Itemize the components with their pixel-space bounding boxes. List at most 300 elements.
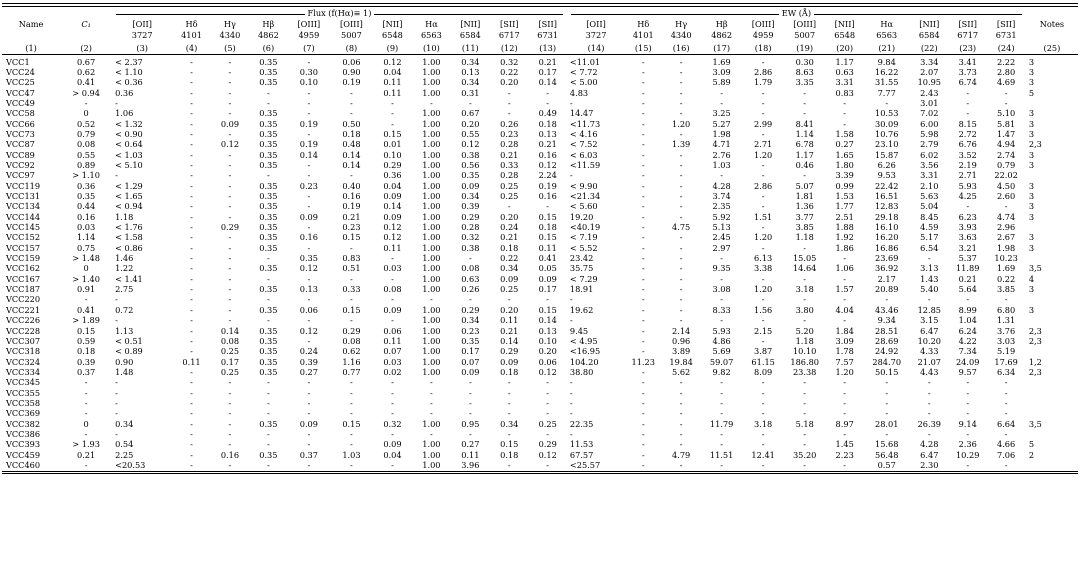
table-cell: - — [228, 439, 232, 450]
table-cell: 0.12 — [538, 366, 557, 377]
table-cell: - — [679, 211, 683, 222]
table-cell: 0.11 — [383, 242, 402, 253]
header-line-name: [OIII] — [793, 19, 817, 30]
table-cell: 0.08 — [342, 335, 361, 346]
table-cell: 3.03 — [997, 335, 1016, 346]
table-cell: - — [468, 387, 472, 398]
table-cell: 3 — [1028, 149, 1035, 160]
table-cell: 0.35 — [259, 449, 278, 460]
table-cell: > 1.48 — [72, 253, 100, 264]
table-cell: 0.51 — [342, 263, 361, 274]
table-cell: 0.09 — [383, 439, 402, 450]
table-cell: - — [679, 294, 683, 305]
galaxy-name: VCC152 — [6, 232, 41, 243]
header-line-name: Hγ — [223, 19, 236, 30]
table-cell: 0.11 — [461, 449, 480, 460]
table-cell: 59.07 — [709, 356, 734, 367]
table-cell: 1.20 — [672, 118, 691, 129]
table-cell: 0.04 — [383, 449, 402, 460]
table-cell: - — [679, 242, 683, 253]
table-cell: - — [507, 87, 511, 98]
table-cell: 3,5 — [1028, 263, 1042, 274]
table-cell: 24.92 — [874, 346, 899, 357]
bottom-rule-2 — [2, 472, 1078, 474]
header-line-name: [OII] — [132, 19, 152, 30]
table-cell: > 1.89 — [72, 315, 100, 326]
table-cell: 0.09 — [461, 180, 480, 191]
table-cell: 3 — [1028, 284, 1035, 295]
table-cell: < 1.03 — [115, 149, 143, 160]
table-cell: > 1.93 — [72, 439, 100, 450]
table-cell: - — [228, 149, 232, 160]
table-cell: - — [228, 273, 232, 284]
table-cell: 3.38 — [754, 263, 773, 274]
table-cell: 8.09 — [754, 366, 773, 377]
table-cell: - — [507, 387, 511, 398]
table-cell: 0.16 — [538, 191, 557, 202]
table-cell: 0.35 — [461, 170, 480, 181]
table-cell: - — [190, 273, 193, 284]
table-cell: 1.98 — [997, 242, 1016, 253]
header-line-name: Hδ — [637, 19, 650, 30]
table-cell: 6.47 — [920, 449, 939, 460]
header-line-name: Hγ — [675, 19, 688, 30]
table-cell: 0.34 — [500, 418, 519, 429]
table-cell: 2.14 — [672, 325, 691, 336]
table-cell: 3.77 — [795, 211, 814, 222]
table-cell: - — [228, 108, 232, 119]
table-cell: 8.33 — [712, 304, 731, 315]
header-wavelength: 4959 — [752, 29, 774, 40]
galaxy-name: VCC58 — [6, 108, 35, 119]
table-cell: - — [679, 56, 683, 67]
table-cell: 11.23 — [631, 356, 655, 367]
column-number: (12) — [500, 43, 518, 54]
table-cell: 1.18 — [795, 335, 814, 346]
table-cell: - — [641, 263, 645, 274]
table-cell: 1.04 — [958, 315, 977, 326]
table-cell: - — [679, 232, 683, 243]
table-cell: 5.37 — [958, 253, 977, 264]
table-cell: 0.77 — [342, 366, 361, 377]
table-row — [2, 181, 1078, 191]
table-cell: - — [761, 56, 765, 67]
table-cell: 0.18 — [77, 346, 96, 357]
table-cell: < 0.90 — [115, 128, 143, 139]
table-cell: 0.59 — [77, 335, 96, 346]
table-cell: 0.56 — [461, 160, 480, 170]
table-cell: - — [266, 428, 270, 439]
table-cell: 3,5 — [1028, 418, 1042, 429]
table-cell: 2.96 — [997, 222, 1016, 233]
table-cell: - — [803, 294, 807, 305]
table-row — [2, 57, 1078, 67]
table-cell: - — [927, 387, 931, 398]
table-cell: - — [641, 377, 645, 388]
table-cell: < 7.72 — [569, 66, 598, 77]
group-header-row — [2, 8, 1078, 19]
table-cell: 2.75 — [115, 284, 134, 295]
table-cell: 0.18 — [538, 118, 557, 129]
table-cell — [1026, 460, 1078, 470]
table-cell: <25.57 — [569, 459, 601, 470]
table-cell: - — [228, 77, 232, 88]
table-cell: 1.20 — [754, 284, 773, 295]
table-cell: 61.15 — [751, 356, 775, 367]
table-cell: 0.35 — [259, 304, 278, 315]
galaxy-name: VCC459 — [6, 449, 41, 460]
table-cell: 18.91 — [569, 284, 594, 295]
table-cell: - — [761, 108, 765, 119]
table-cell: 5.18 — [795, 418, 814, 429]
table-cell: 1.69 — [997, 263, 1016, 274]
table-cell: - — [679, 408, 683, 419]
header-wavelength: 5007 — [341, 29, 362, 40]
header-line-name: Hβ — [262, 19, 275, 30]
column-number: (18) — [754, 43, 772, 54]
table-cell: 1.20 — [835, 366, 854, 377]
table-cell: 7.57 — [835, 356, 854, 367]
table-cell: 0.32 — [461, 232, 480, 243]
table-cell: 1.00 — [422, 449, 441, 460]
table-cell: - — [307, 294, 311, 305]
table-cell: 9.82 — [712, 366, 731, 377]
table-cell: - — [761, 408, 765, 419]
table-cell: 3.34 — [920, 56, 939, 67]
table-cell: - — [843, 459, 847, 470]
table-cell: 1.00 — [422, 87, 441, 98]
header-line-name: [NII] — [919, 19, 940, 30]
table-cell: - — [761, 459, 765, 470]
galaxy-name: VCC187 — [6, 284, 41, 295]
table-cell: 1.00 — [422, 304, 441, 315]
table-cell: - — [190, 97, 193, 108]
table-row — [2, 108, 1078, 118]
table-row — [2, 191, 1078, 201]
table-cell: - — [266, 273, 270, 284]
table-cell: 1.14 — [795, 128, 814, 139]
table-cell: - — [966, 387, 970, 398]
table-cell: 9.45 — [569, 325, 589, 336]
table-cell: < 5.00 — [569, 77, 598, 88]
table-cell: 2.19 — [958, 160, 977, 170]
table-cell: 3.73 — [958, 66, 977, 77]
table-cell: 0.18 — [538, 222, 557, 233]
table-cell: 0.20 — [538, 346, 557, 357]
table-cell: 4 — [1028, 273, 1035, 284]
table-cell: 0.29 — [461, 304, 480, 315]
table-cell: - — [190, 418, 193, 429]
column-number: (4) — [185, 43, 198, 54]
table-cell: < 1.10 — [115, 66, 143, 77]
table-cell: - — [679, 253, 683, 264]
table-cell: - — [546, 87, 550, 98]
table-cell: 4.59 — [920, 222, 939, 233]
table-cell: 7.02 — [920, 108, 939, 119]
table-row — [2, 253, 1078, 263]
table-cell: 20.89 — [874, 284, 899, 295]
table-cell: 0.09 — [500, 273, 519, 284]
table-cell: - — [190, 87, 193, 98]
table-cell: 9.34 — [877, 315, 896, 326]
table-cell: 0.03 — [383, 356, 402, 367]
table-cell: 0.17 — [538, 66, 557, 77]
table-cell: - — [228, 211, 232, 222]
table-cell — [1026, 222, 1078, 232]
table-cell: 0.67 — [461, 108, 480, 119]
galaxy-name: VCC393 — [6, 439, 41, 450]
table-cell: - — [1004, 408, 1008, 419]
table-cell: 16.20 — [874, 232, 899, 243]
table-cell: 0.35 — [259, 201, 278, 212]
table-cell: 3.93 — [958, 222, 977, 233]
table-cell: 8.15 — [958, 118, 977, 129]
header-name: Name — [18, 19, 44, 30]
table-cell: - — [679, 263, 683, 274]
table-cell: - — [927, 408, 931, 419]
table-cell: 1.00 — [422, 459, 441, 470]
table-cell: - — [307, 377, 311, 388]
table-cell: - — [190, 66, 193, 77]
table-cell: 1.00 — [422, 66, 441, 77]
column-number: (11) — [461, 43, 479, 54]
table-cell: 4.79 — [672, 449, 691, 460]
table-cell: 24.09 — [955, 356, 980, 367]
table-cell: 1.00 — [422, 128, 441, 139]
table-cell: - — [803, 242, 807, 253]
table-cell: - — [115, 315, 118, 326]
table-row — [2, 356, 1078, 366]
table-cell: - — [641, 294, 645, 305]
table-cell: - — [761, 428, 765, 439]
table-cell: - — [190, 128, 193, 139]
table-cell: - — [679, 459, 683, 470]
table-cell: 0.23 — [299, 180, 318, 191]
table-cell: 16.51 — [874, 191, 899, 202]
header-wavelength: 6731 — [537, 29, 559, 40]
table-cell: > 1.10 — [72, 170, 100, 181]
table-cell: < 1.29 — [115, 180, 143, 191]
table-cell: 22.02 — [994, 170, 1018, 181]
table-cell: - — [546, 387, 550, 398]
table-cell: 0.11 — [500, 315, 519, 326]
table-cell: 9.35 — [712, 263, 731, 274]
table-cell: 3 — [1028, 56, 1035, 67]
table-cell: 1.88 — [835, 222, 854, 233]
table-cell: - — [228, 428, 232, 439]
table-cell: 0.28 — [461, 222, 480, 233]
table-cell: 0.16 — [220, 449, 240, 460]
table-cell: 6.26 — [877, 160, 896, 170]
table-cell: - — [1004, 377, 1008, 388]
table-cell: 10.29 — [955, 449, 980, 460]
table-cell: 0.32 — [383, 418, 402, 429]
table-cell: 1.56 — [754, 304, 773, 315]
table-cell: 0.31 — [461, 87, 480, 98]
table-cell: - — [1004, 397, 1008, 408]
table-cell: 0.15 — [342, 304, 361, 315]
table-cell: 9.57 — [958, 366, 977, 377]
table-cell: 0.95 — [461, 418, 480, 429]
table-cell: - — [720, 408, 724, 419]
table-cell: - — [641, 253, 645, 264]
table-cell: 5.04 — [920, 201, 939, 212]
table-cell: - — [307, 108, 311, 119]
table-cell: - — [190, 387, 193, 398]
table-cell: - — [1004, 428, 1008, 439]
table-cell: 0.23 — [342, 222, 361, 233]
table-row — [2, 88, 1078, 98]
table-cell: - — [190, 160, 193, 170]
table-cell: 2.71 — [754, 139, 773, 150]
table-cell: 0.35 — [259, 211, 278, 222]
table-cell: 9.84 — [877, 56, 896, 67]
table-cell: - — [679, 418, 683, 429]
table-cell: 56.48 — [874, 449, 899, 460]
table-cell: - — [190, 304, 193, 315]
table-cell: - — [641, 180, 645, 191]
table-cell: - — [468, 397, 472, 408]
table-cell: - — [190, 211, 193, 222]
table-cell: 2.86 — [754, 180, 773, 191]
table-cell: - — [803, 108, 807, 119]
table-cell: - — [569, 397, 573, 408]
galaxy-name: VCC145 — [6, 222, 41, 233]
table-cell: - — [307, 56, 311, 67]
table-cell: 0.29 — [220, 222, 240, 233]
table-cell: 4.43 — [920, 366, 939, 377]
table-cell: 0.35 — [259, 149, 278, 160]
header-line-name: Hα — [425, 19, 438, 30]
table-cell: 1.17 — [795, 149, 814, 160]
header-wavelength: 4340 — [219, 29, 241, 40]
table-cell: 10.20 — [917, 335, 942, 346]
table-cell: - — [468, 408, 472, 419]
table-cell: - — [679, 201, 683, 212]
table-cell: - — [679, 180, 683, 191]
table-cell: 5.40 — [920, 284, 939, 295]
table-cell: 0.25 — [220, 346, 240, 357]
table-cell: 3 — [1028, 232, 1035, 243]
table-cell: 10.23 — [994, 253, 1018, 264]
table-cell: 1.00 — [422, 108, 441, 119]
table-cell: 3.31 — [920, 170, 939, 181]
galaxy-name: VCC24 — [6, 66, 35, 77]
table-cell: - — [720, 273, 724, 284]
table-cell: 0.22 — [997, 273, 1016, 284]
table-row — [2, 77, 1078, 87]
table-cell: - — [641, 160, 645, 170]
table-cell: 0.27 — [299, 366, 318, 377]
table-cell: 3.15 — [920, 315, 939, 326]
table-cell: 2.71 — [958, 170, 977, 181]
table-cell: - — [641, 418, 645, 429]
table-cell: 2,3 — [1028, 139, 1042, 150]
table-cell: - — [350, 459, 353, 470]
table-cell: 0.62 — [77, 66, 96, 77]
table-cell: 0.17 — [461, 346, 480, 357]
galaxy-name: VCC318 — [6, 346, 41, 357]
table-cell: - — [391, 408, 394, 419]
table-cell: - — [84, 408, 88, 419]
table-cell: 0.35 — [259, 139, 278, 150]
table-cell: 1.00 — [422, 77, 441, 88]
table-cell: - — [1004, 459, 1008, 470]
table-cell: 0.14 — [220, 325, 240, 336]
table-cell: 0.18 — [500, 242, 519, 253]
header-line-name: [OIII] — [297, 19, 321, 30]
header-line-name: [NII] — [834, 19, 855, 30]
table-cell: 1.51 — [754, 211, 773, 222]
header-wavelength: 6548 — [834, 29, 856, 40]
table-cell: 1.00 — [422, 418, 441, 429]
table-cell: < 0.89 — [115, 346, 143, 357]
table-cell: 1.00 — [422, 273, 441, 284]
table-cell: 35.75 — [569, 263, 594, 274]
table-row — [2, 222, 1078, 232]
table-cell: - — [190, 77, 193, 88]
table-cell: - — [307, 315, 311, 326]
table-cell: - — [641, 284, 645, 295]
table-cell: - — [84, 97, 88, 108]
table-cell: - — [190, 149, 193, 160]
table-cell: - — [641, 232, 645, 243]
header-wavelength: 5007 — [794, 29, 816, 40]
table-cell: 5.93 — [958, 180, 977, 191]
header-wavelength: 4101 — [181, 29, 202, 40]
table-cell: 0.14 — [342, 160, 361, 170]
table-cell: - — [761, 160, 765, 170]
table-cell: 0.55 — [77, 149, 96, 160]
table-cell: - — [84, 428, 88, 439]
table-container — [2, 3, 1078, 474]
table-cell: 0.11 — [182, 356, 201, 367]
galaxy-name: VCC119 — [6, 180, 41, 191]
table-cell: 0.09 — [299, 211, 318, 222]
table-cell: 4.94 — [997, 139, 1016, 150]
table-cell: 11.89 — [955, 263, 980, 274]
table-cell: - — [843, 294, 847, 305]
table-row — [2, 139, 1078, 149]
table-cell: 0.10 — [299, 77, 318, 88]
table-cell: 1.00 — [422, 253, 441, 264]
table-cell: 1.20 — [754, 232, 773, 243]
table-cell: 0.07 — [461, 356, 480, 367]
table-cell: 3.18 — [795, 284, 814, 295]
table-cell: - — [641, 87, 645, 98]
table-cell — [1026, 429, 1078, 439]
table-cell: < 5.52 — [569, 242, 598, 253]
table-cell: 2.07 — [920, 66, 939, 77]
table-cell: 0.04 — [383, 66, 402, 77]
table-cell: - — [843, 273, 847, 284]
header-c1: C₁ — [81, 19, 91, 30]
table-cell: 0.35 — [259, 128, 278, 139]
table-cell: - — [266, 397, 270, 408]
table-cell: 2.15 — [754, 325, 773, 336]
table-cell: <40.19 — [569, 222, 601, 233]
table-cell: 0.83 — [342, 253, 361, 264]
table-cell: - — [507, 377, 511, 388]
table-cell: - — [679, 387, 683, 398]
table-cell: 0.39 — [461, 201, 480, 212]
table-cell: 4.33 — [920, 346, 939, 357]
table-cell: 284.70 — [872, 356, 902, 367]
table-cell: - — [266, 97, 270, 108]
table-cell: - — [228, 242, 232, 253]
table-row — [2, 450, 1078, 460]
table-cell: 1.00 — [422, 201, 441, 212]
